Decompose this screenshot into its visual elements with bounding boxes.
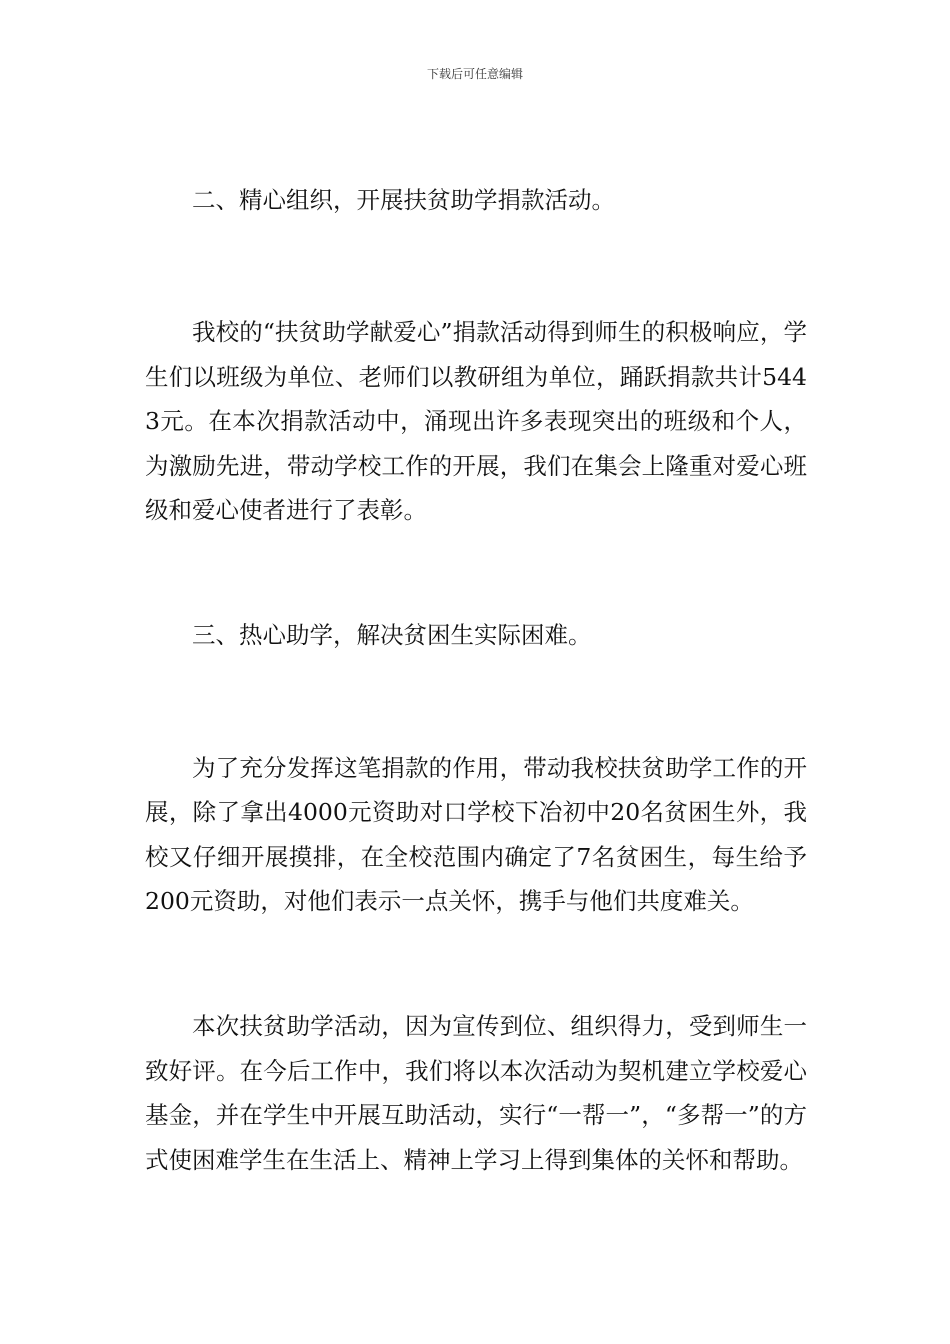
section-paragraph: 我校的“扶贫助学献爱心”捐款活动得到师生的积极响应，学生们以班级为单位、老师们以教研组为单位，踊跃捐款共计5443元。在本次捐款活动中，涌现出许多表现突出的班级和个人，为激励先进，带动学校工作的开展，我们在集会上隆重对爱心班级和爱心使者进行了表彰。	[145, 318, 807, 525]
section-heading: 三、热心助学，解决贫困生实际困难。	[192, 621, 592, 650]
document-body	[145, 178, 807, 1182]
page-header: 下载后可任意编辑	[426, 67, 523, 81]
section-heading: 二、精心组织，开展扶贫助学捐款活动。	[192, 186, 615, 214]
closing-paragraph: 本次扶贫助学活动，因为宣传到位、组织得力，受到师生一致好评。在今后工作中，我们将以本次活动为契机建立学校爱心基金，并在学生中开展互助活动，实行“一帮一”，“多帮一”的方式使困难学生在生活上、精神上学习上得到集体的关怀和帮助。	[145, 1012, 807, 1174]
section-paragraph: 为了充分发挥这笔捐款的作用，带动我校扶贫助学工作的开展，除了拿出4000元资助对口学校下冶初中20名贫困生外，我校又仔细开展摸排，在全校范围内确定了7名贫困生，每生给予200元资助，对他们表示一点关怀，携手与他们共度难关。	[145, 753, 807, 916]
